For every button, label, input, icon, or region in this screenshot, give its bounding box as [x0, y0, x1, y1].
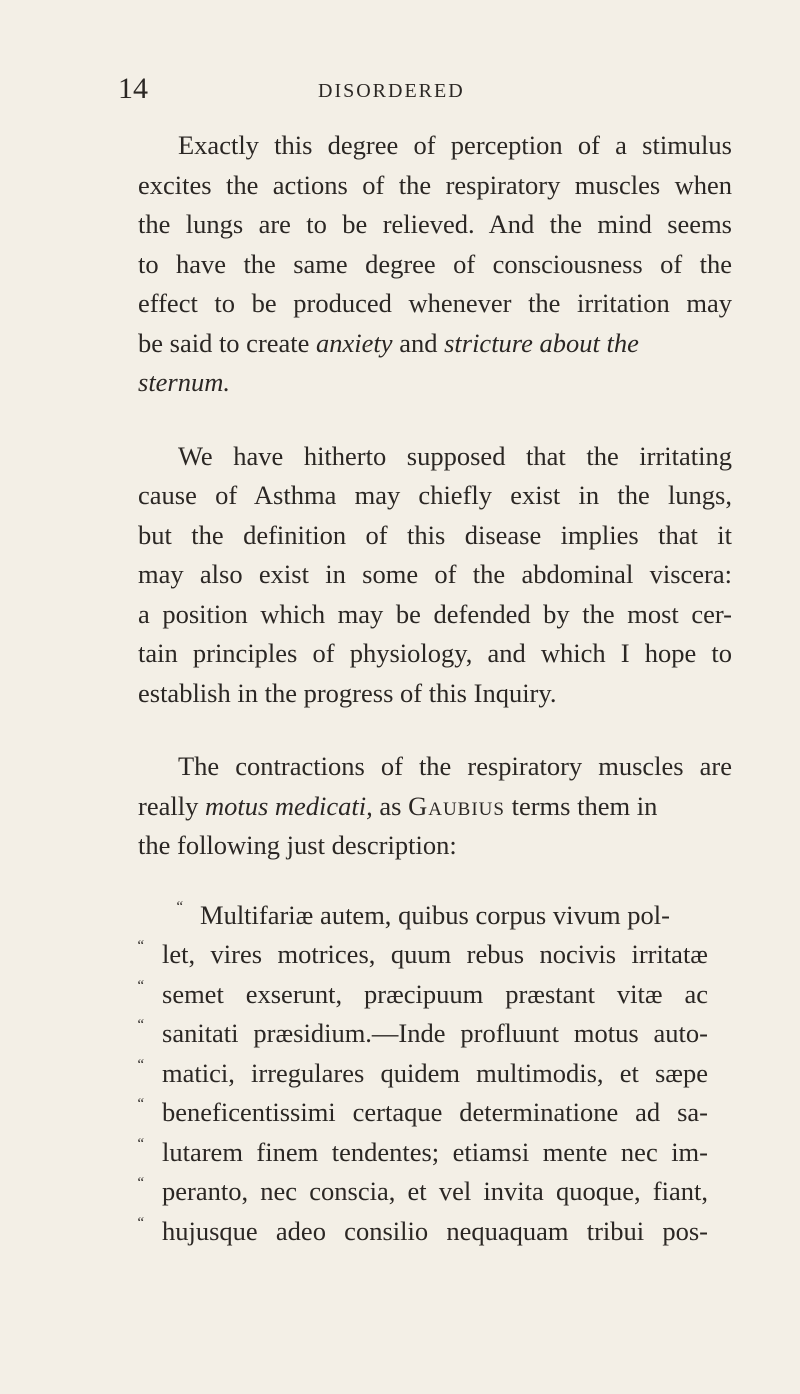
quote-mark: “ — [136, 1214, 145, 1231]
quote-line — [138, 1093, 732, 1133]
page-header — [118, 72, 738, 112]
quote-mark: “ — [136, 977, 145, 994]
quote-text: beneficentissimi certaque determinatione ad sa- — [162, 1097, 708, 1127]
quote-mark: “ — [136, 1056, 145, 1073]
quote-line — [138, 1172, 732, 1212]
text-line: may also exist in some of the abdominal viscera: — [138, 559, 732, 589]
quote-mark: “ — [136, 1175, 145, 1191]
quote-mark: “ — [136, 938, 145, 954]
text-line: tain principles of physiology, and which I hope to — [138, 638, 732, 668]
text-line: The contractions of the respiratory muscles are — [178, 751, 732, 781]
paragraph-2 — [138, 437, 732, 714]
quote-mark: “ — [136, 1135, 145, 1152]
quote-line — [138, 1054, 732, 1094]
quote-line — [138, 1014, 732, 1054]
quote-mark: “ — [175, 898, 184, 915]
text-line: excites the actions of the respiratory muscles when — [138, 169, 732, 200]
quote-text: Multifariæ autem, quibus corpus vivum pol- — [200, 899, 670, 930]
running-head: DISORDERED — [318, 80, 465, 102]
page-body — [138, 126, 732, 1251]
text-line: establish in the progress of this Inquiry. — [138, 677, 557, 708]
text-line: effect to be produced whenever the irritation may — [138, 288, 732, 318]
text-line: sternum. — [138, 367, 231, 397]
text-line: the following just description: — [138, 830, 457, 860]
quote-text: sanitati præsidium.—Inde profluunt motus auto- — [162, 1018, 708, 1048]
text-line: cause of Asthma may chiefly exist in the lungs, — [138, 480, 732, 510]
quote-text: peranto, nec conscia, et vel invita quoque, fiant, — [162, 1176, 708, 1206]
quote-text: semet exserunt, præcipuum præstant vitæ ac — [162, 978, 708, 1009]
quote-mark: “ — [136, 1096, 145, 1112]
quote-text: let, vires motrices, quum rebus nocivis irritatæ — [162, 939, 708, 969]
text-line: We have hitherto supposed that the irritating — [178, 440, 732, 471]
text-line: Exactly this degree of perception of a stimulus — [178, 130, 732, 160]
author-name: Gaubius — [408, 790, 505, 821]
quote-line — [138, 896, 732, 936]
quote-line — [138, 935, 732, 975]
quote-text: matici, irregulares quidem multimodis, et sæpe — [162, 1057, 708, 1088]
quote-text: lutarem finem tendentes; etiamsi mente nec im- — [162, 1136, 708, 1167]
quote-mark: “ — [136, 1017, 145, 1033]
paragraph-1 — [138, 126, 732, 403]
page-number: 14 — [118, 72, 148, 105]
text-line: to have the same degree of consciousness of the — [138, 248, 732, 279]
paragraph-3 — [138, 747, 732, 866]
text-line: really motus medicati, as Gaubius terms them in — [138, 790, 658, 821]
quote-line — [138, 975, 732, 1015]
text-line: the lungs are to be relieved. And the mind seems — [138, 209, 732, 239]
latin-quotation — [138, 896, 732, 1252]
quote-line — [138, 1212, 732, 1252]
text-line: a position which may be defended by the most cer- — [138, 598, 732, 629]
quote-text: hujusque adeo consilio nequaquam tribui pos- — [162, 1215, 708, 1246]
quote-line — [138, 1133, 732, 1173]
text-line: but the definition of this disease implies that it — [138, 519, 732, 550]
text-line: be said to create anxiety and stricture about the — [138, 327, 639, 358]
